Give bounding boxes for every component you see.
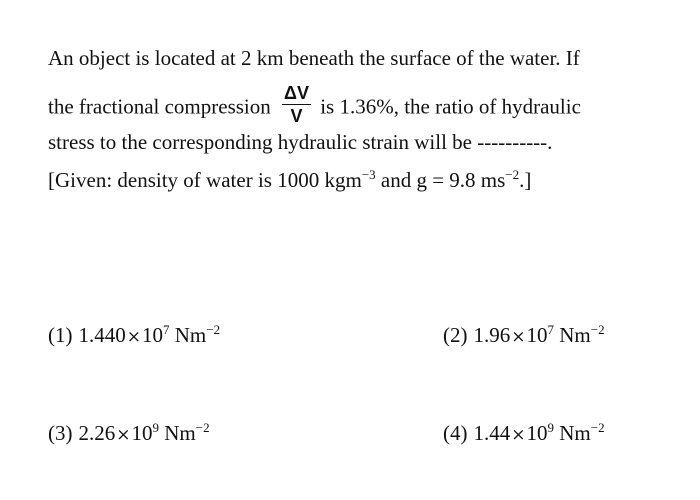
option-mantissa: 1.96	[473, 323, 511, 347]
question-line-3: stress to the corresponding hydraulic strain will be ----------.	[48, 130, 553, 154]
option-1[interactable]	[48, 323, 220, 348]
given-text-3: .]	[519, 168, 532, 192]
option-exponent: 9	[547, 420, 554, 435]
option-unit-exponent: −2	[590, 420, 605, 435]
option-unit: Nm	[164, 421, 196, 445]
question-line-2-start: the fractional compression	[48, 94, 271, 119]
option-number: (3)	[48, 421, 73, 445]
option-mantissa: 2.26	[78, 421, 116, 445]
option-2[interactable]	[443, 323, 605, 348]
option-base: 10	[142, 323, 163, 347]
option-exponent: 9	[152, 420, 159, 435]
option-number: (1)	[48, 323, 73, 347]
option-unit: Nm	[174, 323, 207, 347]
given-text-2: and g = 9.8 ms	[375, 168, 506, 192]
times-sign: ×	[116, 425, 131, 445]
option-unit-exponent: −2	[195, 420, 210, 435]
question-line-2	[48, 83, 581, 130]
option-unit: Nm	[559, 323, 591, 347]
option-base: 10	[526, 421, 548, 445]
fraction-numerator: ΔV	[284, 83, 309, 103]
given-text-1: [Given: density of water is 1000 kgm	[48, 168, 362, 192]
question-line-1: An object is located at 2 km beneath the surface of the water. If	[48, 46, 580, 70]
times-sign: ×	[511, 425, 526, 445]
option-unit: Nm	[559, 421, 591, 445]
question-line-2-end: is 1.36%, the ratio of hydraulic	[320, 94, 581, 119]
option-3[interactable]	[48, 421, 210, 446]
option-unit-exponent: −2	[590, 322, 605, 337]
option-base: 10	[526, 323, 548, 347]
option-base: 10	[131, 421, 153, 445]
given-line	[48, 167, 532, 192]
fraction-denominator: V	[290, 105, 303, 126]
option-mantissa: 1.440	[78, 323, 126, 347]
fraction-delta-v-over-v	[282, 84, 311, 126]
option-exponent: 7	[547, 322, 554, 337]
option-number: (2)	[443, 323, 468, 347]
option-number: (4)	[443, 421, 468, 445]
option-mantissa: 1.44	[473, 421, 511, 445]
option-4[interactable]	[443, 421, 605, 446]
times-sign: ×	[126, 327, 141, 347]
option-exponent: 7	[163, 322, 170, 337]
given-exponent-2: −2	[505, 167, 520, 182]
option-unit-exponent: −2	[206, 322, 221, 337]
given-exponent-1: −3	[361, 167, 376, 182]
times-sign: ×	[511, 327, 526, 347]
